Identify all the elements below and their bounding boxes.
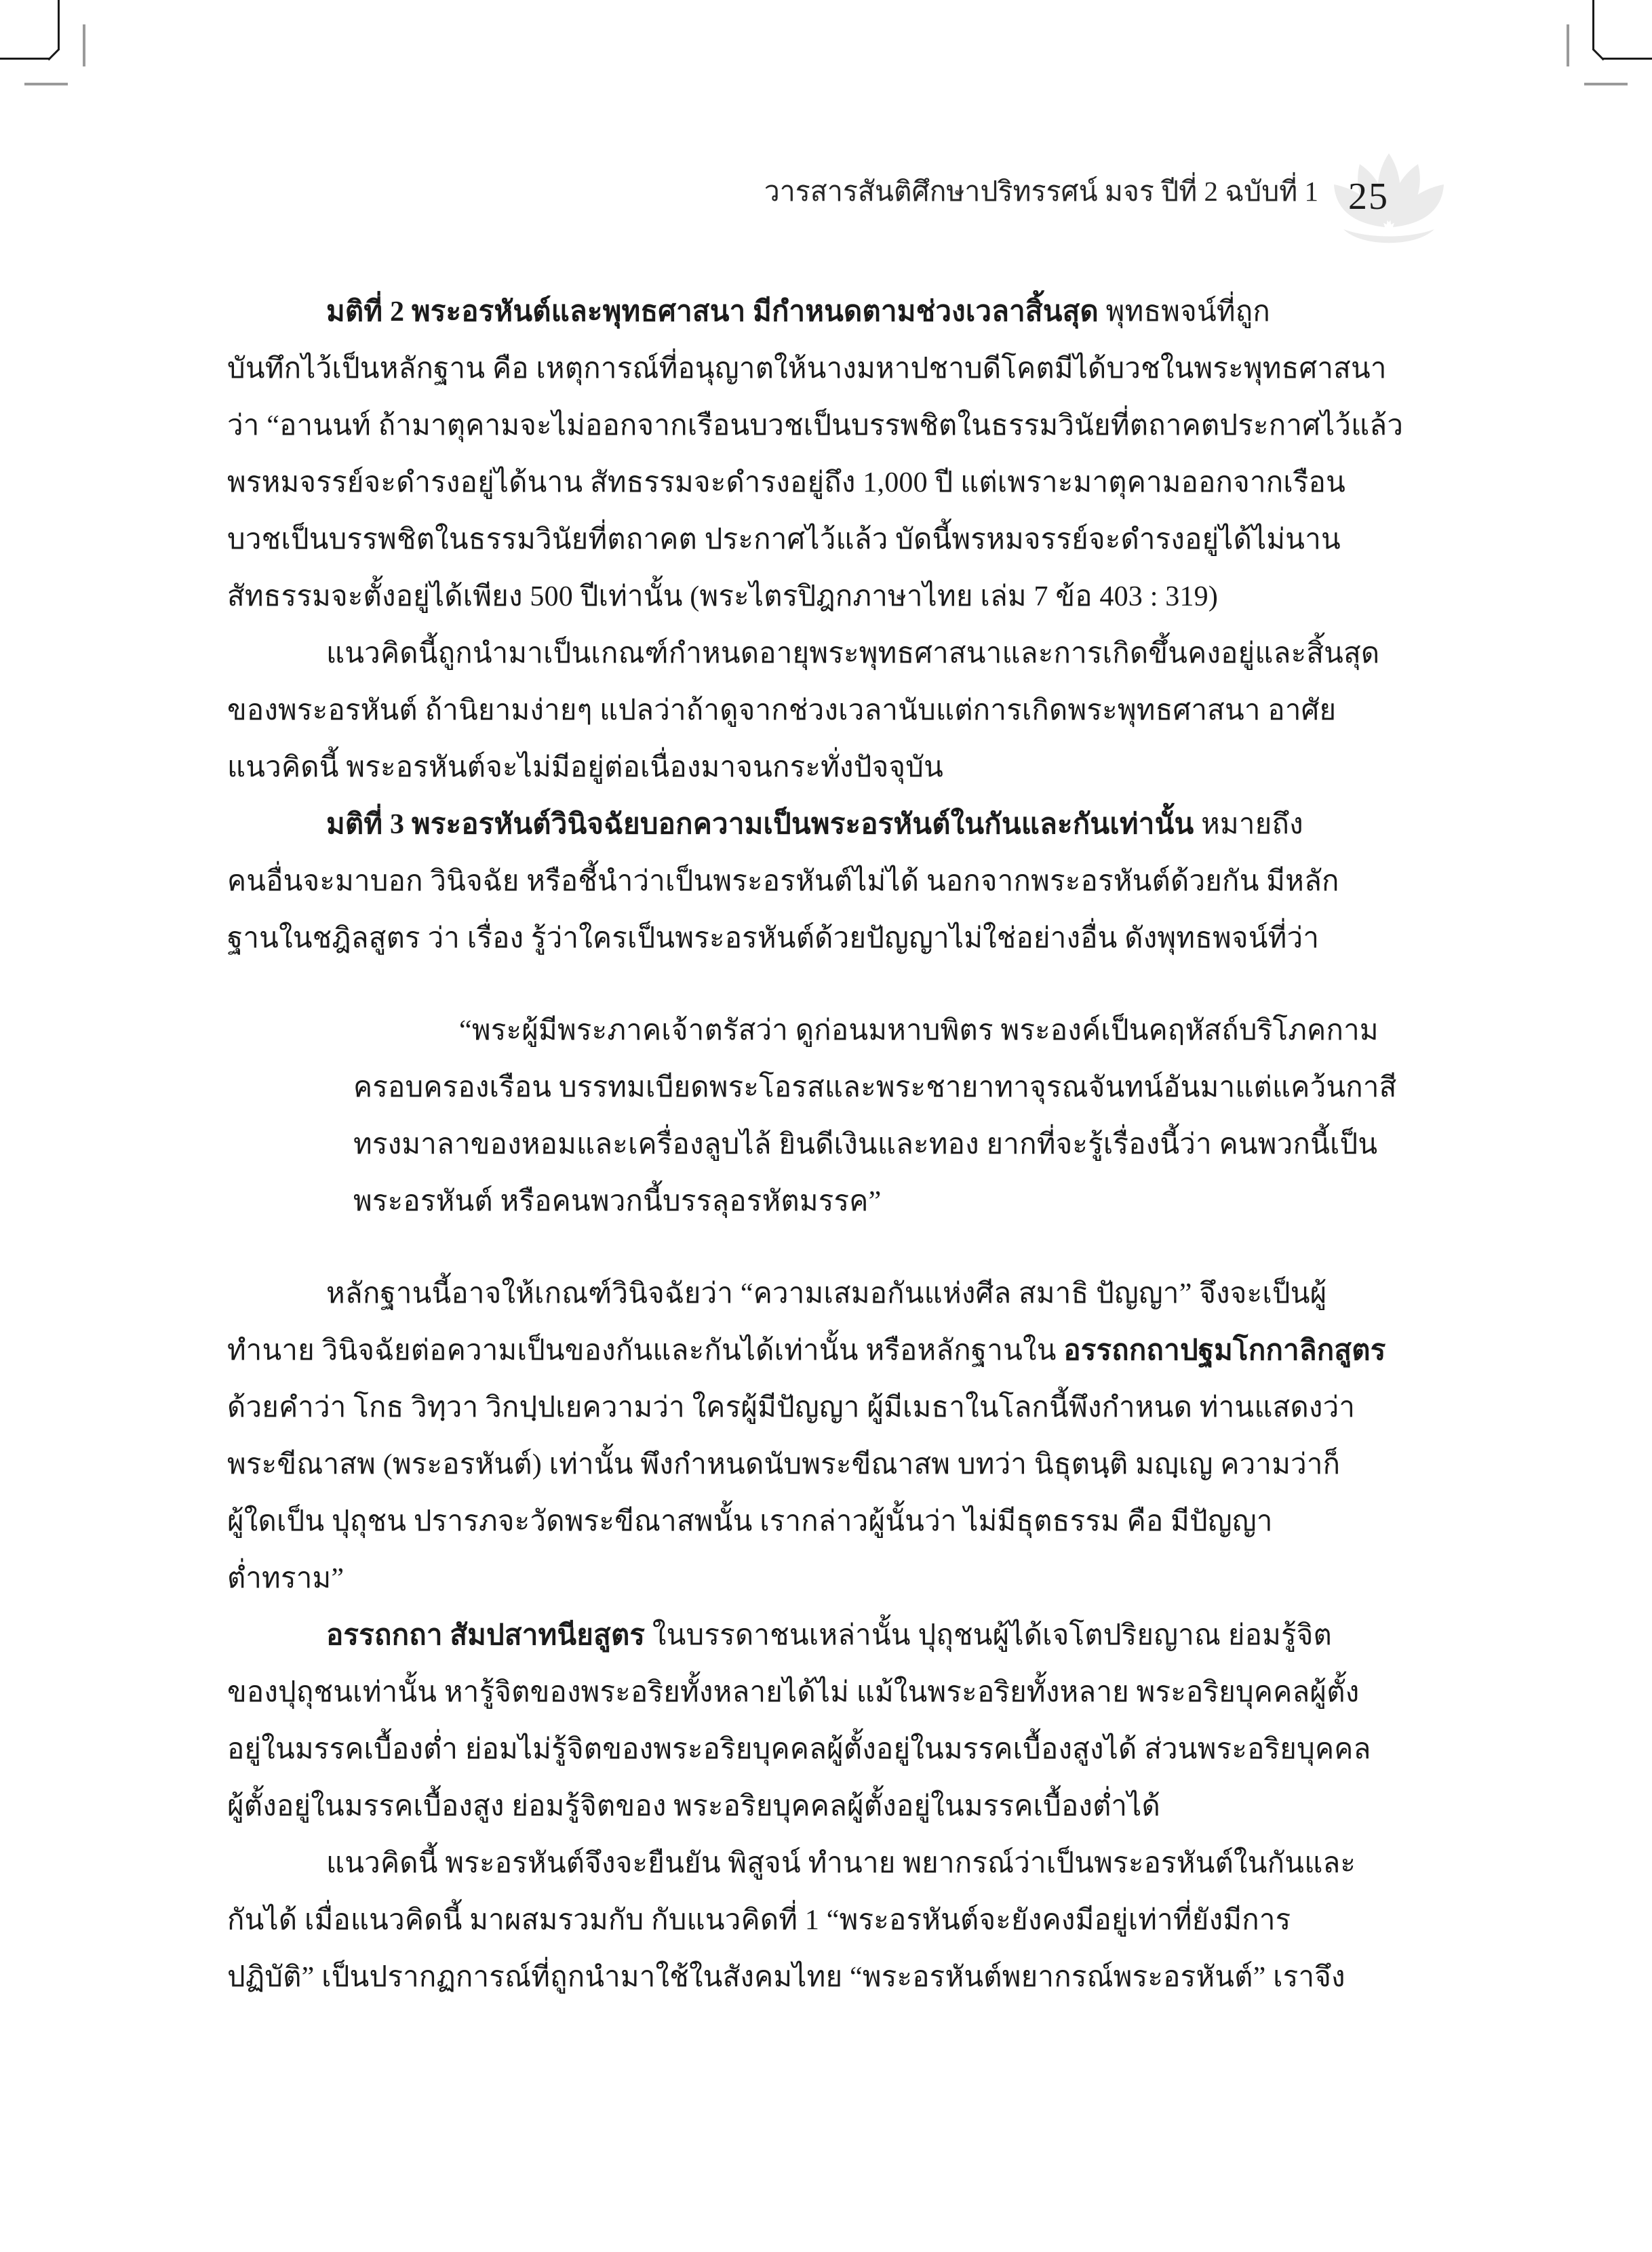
- text-segment: แนวคิดนี้ พระอรหันต์จึงจะยืนยัน พิสูจน์ ทำนาย พยากรณ์ว่าเป็นพระอรหันต์ในกันและ: [326, 1848, 1356, 1879]
- text-segment: ครอบครองเรือน บรรทมเบียดพระโอรสและพระชายาทาจุรณจันทน์อันมาแต่แคว้นกาสี: [353, 1072, 1397, 1103]
- text-segment: ฐานในชฎิลสูตร ว่า เรื่อง รู้ว่าใครเป็นพระอรหันต์ด้วยปัญญาไม่ใช่อย่างอื่น ดังพุทธพจน์ที่ว่า: [227, 923, 1320, 954]
- text-segment: พระอรหันต์ หรือคนพวกนี้บรรลุอรหัตมรรค”: [353, 1186, 882, 1217]
- text-segment: หมายถึง: [1194, 809, 1303, 840]
- bold-text-segment: อรรถกถาปฐมโกกาลิกสูตร: [1063, 1335, 1386, 1366]
- text-line: [227, 511, 1431, 568]
- crop-mark-line: [24, 83, 68, 85]
- text-line: [227, 739, 1431, 796]
- text-line: [227, 853, 1431, 910]
- text-line: [227, 283, 1431, 340]
- text-segment: พระขีณาสพ (พระอรหันต์) เท่านั้น พึงกำหนดนับพระขีณาสพ บทว่า นิธุตนฺติ มญฺเญ ความว่าก็: [227, 1449, 1341, 1480]
- crop-mark-line: [1592, 0, 1594, 50]
- text-segment: ของพระอรหันต์ ถ้านิยามง่ายๆ แปลว่าถ้าดูจากช่วงเวลานับแต่การเกิดพระพุทธศาสนา อาศัย: [227, 695, 1337, 726]
- text-segment: อยู่ในมรรคเบื้องต่ำ ย่อมไม่รู้จิตของพระอริยบุคคลผู้ตั้งอยู่ในมรรคเบื้องสูงได้ ส่วนพระอริยบุคคล: [227, 1734, 1371, 1765]
- crop-mark-line: [1602, 58, 1652, 60]
- crop-mark-line: [0, 58, 50, 60]
- text-line: [227, 1379, 1431, 1436]
- text-line: [227, 1436, 1431, 1493]
- crop-mark-line: [47, 49, 60, 61]
- text-segment: ปฏิบัติ” เป็นปรากฏการณ์ที่ถูกนำมาใช้ในสังคมไทย “พระอรหันต์พยากรณ์พระอรหันต์” เราจึง: [227, 1962, 1345, 1993]
- text-line: [227, 397, 1431, 454]
- body-text: [227, 283, 1431, 2006]
- text-line: [227, 625, 1431, 682]
- bold-text-segment: มติที่ 2 พระอรหันต์และพุทธศาสนา มีกำหนดตามช่วงเวลาสิ้นสุด: [326, 296, 1099, 328]
- text-line: [227, 1550, 1431, 1607]
- text-segment: พุทธพจน์ที่ถูก: [1098, 296, 1271, 328]
- text-segment: สัทธรรมจะตั้งอยู่ได้เพียง 500 ปีเท่านั้น (พระไตรปิฎกภาษาไทย เล่ม 7 ข้อ 403 : 319): [227, 581, 1219, 612]
- journal-title: วารสารสันติศึกษาปริทรรศน์ มจร ปีที่ 2 ฉบับที่ 1: [764, 176, 1318, 207]
- text-segment: แนวคิดนี้ พระอรหันต์จะไม่มีอยู่ต่อเนื่องมาจนกระทั่งปัจจุบัน: [227, 752, 943, 783]
- crop-mark-line: [1592, 49, 1605, 61]
- lotus-watermark-icon: [1307, 144, 1470, 259]
- text-segment: ต่ำทราม”: [227, 1563, 345, 1594]
- text-line: [227, 1892, 1431, 1949]
- text-segment: ทรงมาลาของหอมและเครื่องลูบไล้ ยินดีเงินและทอง ยากที่จะรู้เรื่องนี้ว่า คนพวกนี้เป็น: [353, 1129, 1378, 1160]
- text-segment: ในบรรดาชนเหล่านั้น ปุถุชนผู้ได้เจโตปริยญาณ ย่อมรู้จิต: [645, 1620, 1332, 1651]
- text-line: [227, 1265, 1431, 1322]
- bold-text-segment: มติที่ 3 พระอรหันต์วินิจฉัยบอกความเป็นพระอรหันต์ในกันและกันเท่านั้น: [326, 809, 1194, 840]
- text-line: [353, 1059, 1431, 1116]
- text-line: [227, 1607, 1431, 1664]
- text-line: [227, 1322, 1431, 1379]
- text-line: [353, 1116, 1431, 1173]
- text-segment: พรหมจรรย์จะดำรงอยู่ได้นาน สัทธรรมจะดำรงอยู่ถึง 1,000 ปี แต่เพราะมาตุคามออกจากเรือน: [227, 467, 1346, 498]
- page-number: 25: [1348, 176, 1389, 218]
- text-line: [227, 1778, 1431, 1835]
- text-line: [227, 340, 1431, 397]
- text-line: [227, 910, 1431, 967]
- text-segment: ผู้ใดเป็น ปุถุชน ปรารภจะวัดพระขีณาสพนั้น เรากล่าวผู้นั้นว่า ไม่มีธุตธรรม คือ มีปัญญา: [227, 1506, 1273, 1537]
- text-line: [227, 1835, 1431, 1892]
- text-segment: ทำนาย วินิจฉัยต่อความเป็นของกันและกันได้เท่านั้น หรือหลักฐานใน: [227, 1335, 1064, 1366]
- text-segment: กันได้ เมื่อแนวคิดนี้ มาผสมรวมกับ กับแนวคิดที่ 1 “พระอรหันต์จะยังคงมีอยู่เท่าที่ยังมีการ: [227, 1905, 1291, 1936]
- text-line: [227, 1721, 1431, 1778]
- text-line: [227, 454, 1431, 511]
- text-segment: คนอื่นจะมาบอก วินิจฉัย หรือชี้นำว่าเป็นพระอรหันต์ไม่ได้ นอกจากพระอรหันต์ด้วยกัน มีหลัก: [227, 866, 1339, 897]
- text-segment: หลักฐานนี้อาจให้เกณฑ์วินิจฉัยว่า “ความเสมอกันแห่งศีล สมาธิ ปัญญา” จึงจะเป็นผู้: [326, 1278, 1327, 1309]
- text-segment: ผู้ตั้งอยู่ในมรรคเบื้องสูง ย่อมรู้จิตของ พระอริยบุคคลผู้ตั้งอยู่ในมรรคเบื้องต่ำได้: [227, 1791, 1160, 1822]
- text-line: [227, 568, 1431, 625]
- text-line: [227, 1664, 1431, 1721]
- text-line: [227, 682, 1431, 739]
- text-segment: ว่า “อานนท์ ถ้ามาตุคามจะไม่ออกจากเรือนบวชเป็นบรรพชิตในธรรมวินัยที่ตถาคตประกาศไว้แล้ว: [227, 410, 1404, 441]
- text-line: [227, 796, 1431, 853]
- text-line: [353, 1002, 1431, 1059]
- text-segment: ของปุถุชนเท่านั้น หารู้จิตของพระอริยทั้งหลายได้ไม่ แม้ในพระอริยทั้งหลาย พระอริยบุคคลผู้ตั้ง: [227, 1677, 1360, 1708]
- text-segment: แนวคิดนี้ถูกนำมาเป็นเกณฑ์กำหนดอายุพระพุทธศาสนาและการเกิดขึ้นคงอยู่และสิ้นสุด: [326, 638, 1380, 669]
- text-line: [353, 1173, 1431, 1230]
- text-segment: ด้วยคำว่า โกธ วิทฺวา วิกปฺปเยความว่า ใครผู้มีปัญญา ผู้มีเมธาในโลกนี้พึงกำหนด ท่านแสดงว่า: [227, 1392, 1356, 1423]
- text-segment: บวชเป็นบรรพชิตในธรรมวินัยที่ตถาคต ประกาศไว้แล้ว บัดนี้พรหมจรรย์จะดำรงอยู่ได้ไม่นาน: [227, 524, 1341, 555]
- text-line: [227, 1949, 1431, 2006]
- crop-mark-line: [83, 24, 85, 66]
- text-segment: “พระผู้มีพระภาคเจ้าตรัสว่า ดูก่อนมหาบพิตร พระองค์เป็นคฤหัสถ์บริโภคกาม: [459, 1015, 1379, 1046]
- bold-text-segment: อรรถกถา สัมปสาทนียสูตร: [326, 1620, 646, 1651]
- crop-mark-line: [1567, 24, 1569, 66]
- text-line: [227, 1493, 1431, 1550]
- crop-mark-line: [1584, 83, 1628, 85]
- crop-mark-line: [58, 0, 60, 50]
- text-segment: บันทึกไว้เป็นหลักฐาน คือ เหตุการณ์ที่อนุญาตให้นางมหาปชาบดีโคตมีได้บวชในพระพุทธศาสนา: [227, 353, 1387, 384]
